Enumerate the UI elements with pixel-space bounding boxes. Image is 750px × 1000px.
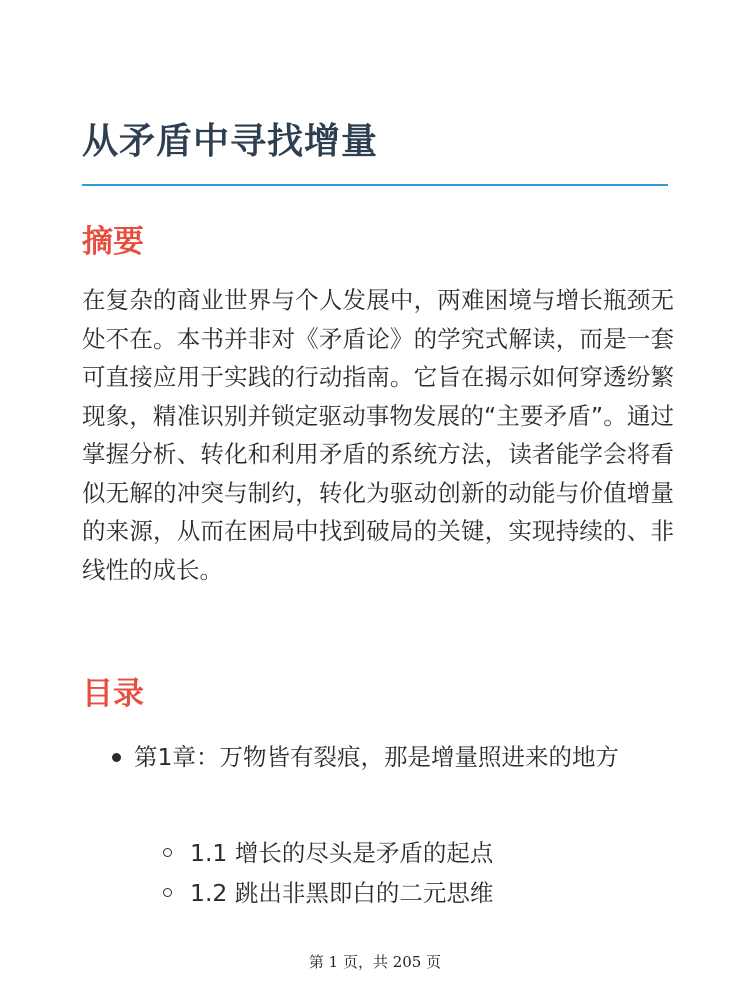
abstract-text: 在复杂的商业世界与个人发展中，两难困境与增长瓶颈无处不在。本书并非对《矛盾论》的学究式解读，而是一套可直接应用于实践的行动指南。它旨在揭示如何穿透纷繁现象，精准识别并锁定驱动事物发展的“主要矛盾”。通过掌握分析、转化和利用矛盾的系统方法，读者能学会将看似无解的冲突与制约，转化为驱动创新的动能与价值增量的来源，从而在困局中找到破局的关键，实现持续的、非线性的成长。 <box>82 286 674 584</box>
toc-sublist <box>0 833 750 913</box>
toc-list <box>0 738 750 907</box>
page-number-footer: 第 1 页，共 205 页 <box>308 953 442 971</box>
toc-section-1-2 <box>0 873 750 913</box>
document-title: 从矛盾中寻找增量 <box>82 121 379 162</box>
toc-heading: 目录 <box>82 676 144 712</box>
bullet-circle-icon <box>163 848 172 857</box>
toc-chapter-label: 第1章：万物皆有裂痕，那是增量照进来的地方 <box>134 743 619 771</box>
abstract-heading: 摘要 <box>82 224 144 260</box>
toc-section-1-1 <box>0 833 750 873</box>
title-divider <box>82 184 668 186</box>
toc-chapter-1 <box>0 738 674 907</box>
toc-section-label: 1.1 增长的尽头是矛盾的起点 <box>190 839 494 867</box>
toc-section-label: 1.2 跳出非黑即白的二元思维 <box>190 879 494 907</box>
bullet-circle-icon <box>163 888 172 897</box>
bullet-disc-icon <box>112 753 121 762</box>
